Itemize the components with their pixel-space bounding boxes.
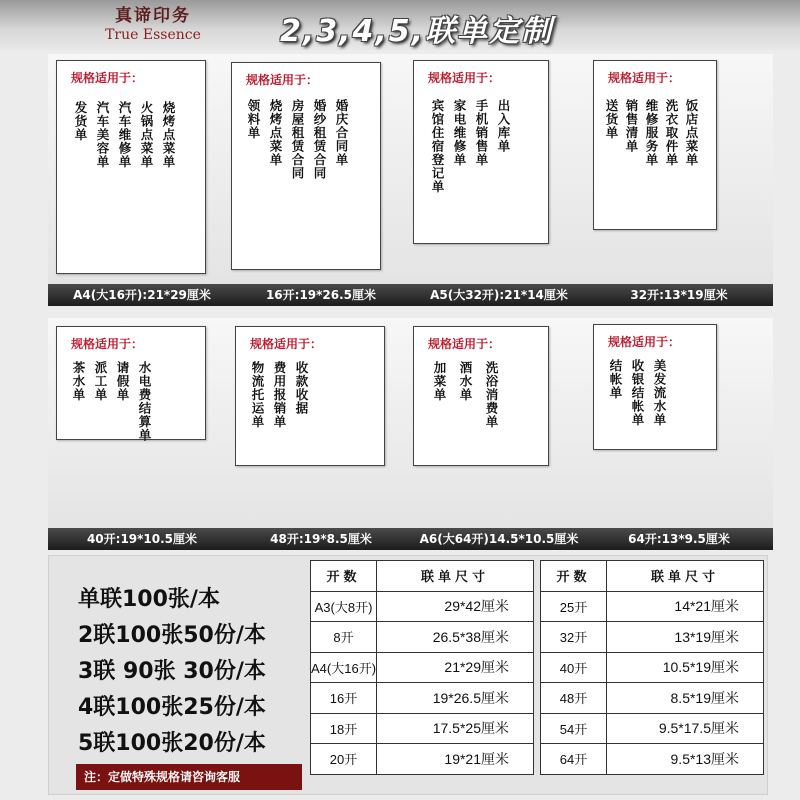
usage-item: 手机销售单 [474, 99, 489, 167]
usage-item: 宾馆住宿登记单 [430, 99, 445, 194]
dimension-cell: 26.5*38厘米 [377, 622, 534, 653]
size-table-left [310, 560, 534, 775]
dimension-cell: 19*21厘米 [377, 744, 534, 775]
usage-item: 费用报销单 [272, 361, 287, 429]
size-name-cell: 54开 [541, 713, 607, 744]
sheet-preview [231, 62, 381, 270]
usage-item: 汽车美容单 [95, 101, 110, 169]
usage-item: 领料单 [246, 99, 261, 140]
table-header-row [311, 561, 534, 592]
sheet-heading: 规格适用于： [608, 71, 681, 85]
size-name-cell: 32开 [541, 622, 607, 653]
sheet-preview [56, 60, 206, 274]
usage-item: 物流托运单 [250, 361, 265, 429]
copies-option: 5联100张20份/本 [78, 731, 266, 756]
spec-card-40k [48, 318, 236, 550]
size-name-cell: 25开 [541, 591, 607, 622]
table-header-row [541, 561, 764, 592]
usage-item: 洗衣取件单 [664, 99, 679, 167]
usage-item: 加菜单 [432, 361, 447, 402]
brand-logo [88, 6, 218, 46]
usage-item: 出入库单 [496, 99, 511, 153]
usage-item: 请假单 [115, 361, 130, 402]
dimension-cell: 14*21厘米 [607, 591, 764, 622]
usage-item: 烧烤点菜单 [161, 101, 176, 169]
table-row [541, 591, 764, 622]
copies-option: 4联100张25份/本 [78, 695, 266, 720]
copies-option: 3联 90张 30份/本 [78, 659, 266, 684]
dimension-cell: 13*19厘米 [607, 622, 764, 653]
size-caption: 64开:13*9.5厘米 [585, 528, 773, 550]
copies-option: 2联100张50份/本 [78, 623, 266, 648]
size-table-right [540, 560, 764, 775]
usage-item: 结帐单 [608, 359, 623, 400]
dimension-cell: 10.5*19厘米 [607, 652, 764, 683]
table-row [311, 713, 534, 744]
dimension-cell: 29*42厘米 [377, 591, 534, 622]
spec-card-32k [585, 54, 773, 306]
sheet-heading: 规格适用于： [428, 71, 501, 85]
usage-list [608, 359, 666, 427]
usage-item: 美发流水单 [652, 359, 667, 427]
size-caption: 16开:19*26.5厘米 [227, 284, 415, 306]
sheet-heading: 规格适用于： [71, 71, 144, 85]
dimension-cell: 9.5*13厘米 [607, 744, 764, 775]
usage-item: 水电费结算单 [137, 361, 152, 442]
size-name-cell: 18开 [311, 713, 377, 744]
usage-item: 派工单 [93, 361, 108, 402]
spec-card-a4 [48, 54, 236, 306]
header-cell: 开数 [541, 561, 607, 592]
sheet-preview [593, 324, 717, 450]
usage-item: 家电维修单 [452, 99, 467, 167]
sheet-preview [56, 326, 206, 440]
brand-name-en: True Essence [105, 27, 201, 43]
size-caption: 48开:19*8.5厘米 [227, 528, 415, 550]
table-row [311, 622, 534, 653]
table-row [311, 744, 534, 775]
size-name-cell: A4(大16开) [311, 652, 377, 683]
size-name-cell: 48开 [541, 683, 607, 714]
table-row [541, 683, 764, 714]
size-name-cell: A3(大8开) [311, 591, 377, 622]
sheet-preview [593, 60, 717, 230]
header-cell: 开数 [311, 561, 377, 592]
usage-list [250, 361, 308, 429]
usage-item: 火锅点菜单 [139, 101, 154, 169]
usage-list [73, 101, 175, 169]
header-cell: 联单尺寸 [607, 561, 764, 592]
spec-card-a5 [405, 54, 593, 306]
sheet-heading: 规格适用于： [428, 337, 501, 351]
spec-card-64k [585, 318, 773, 550]
sheet-heading: 规格适用于： [246, 73, 319, 87]
usage-list [71, 361, 151, 442]
table-row [311, 591, 534, 622]
usage-list [432, 361, 498, 429]
size-name-cell: 64开 [541, 744, 607, 775]
copies-option: 单联100张/本 [78, 587, 220, 612]
size-name-cell: 20开 [311, 744, 377, 775]
size-name-cell: 8开 [311, 622, 377, 653]
dimension-cell: 9.5*17.5厘米 [607, 713, 764, 744]
usage-item: 饭店点菜单 [684, 99, 699, 167]
page-title: 2,3,4,5,联单定制 [280, 14, 554, 49]
custom-size-note: 注：定做特殊规格请咨询客服 [76, 764, 302, 790]
sheet-preview [413, 326, 549, 466]
usage-item: 送货单 [604, 99, 619, 140]
table-row [311, 652, 534, 683]
usage-item: 茶水单 [71, 361, 86, 402]
dimension-cell: 17.5*25厘米 [377, 713, 534, 744]
size-caption: A5(大32开):21*14厘米 [405, 284, 593, 306]
table-row [541, 713, 764, 744]
sheet-heading: 规格适用于： [250, 337, 323, 351]
copies-list [78, 582, 266, 762]
usage-item: 发货单 [73, 101, 88, 142]
sheet-heading: 规格适用于： [608, 335, 681, 349]
page-header [0, 0, 800, 50]
dimension-cell: 19*26.5厘米 [377, 683, 534, 714]
table-row [311, 683, 534, 714]
usage-item: 婚庆合同单 [334, 99, 349, 167]
size-caption: A4(大16开):21*29厘米 [48, 284, 236, 306]
usage-item: 酒水单 [458, 361, 473, 402]
table-row [541, 744, 764, 775]
usage-item: 收款收据 [294, 361, 309, 415]
size-caption: 40开:19*10.5厘米 [48, 528, 236, 550]
size-name-cell: 40开 [541, 652, 607, 683]
usage-item: 销售清单 [624, 99, 639, 153]
spec-card-16k [227, 54, 415, 306]
brand-name-cn: 真谛印务 [115, 6, 191, 26]
size-name-cell: 16开 [311, 683, 377, 714]
usage-item: 维修服务单 [644, 99, 659, 167]
sheet-preview [235, 326, 385, 466]
usage-item: 收银结帐单 [630, 359, 645, 427]
usage-item: 房屋租赁合同 [290, 99, 305, 180]
usage-item: 婚纱租赁合同 [312, 99, 327, 180]
size-caption: A6(大64开)14.5*10.5厘米 [405, 528, 593, 550]
usage-list [430, 99, 510, 194]
spec-card-a6 [405, 318, 593, 550]
dimension-cell: 21*29厘米 [377, 652, 534, 683]
usage-item: 洗浴消费单 [484, 361, 499, 429]
header-cell: 联单尺寸 [377, 561, 534, 592]
table-row [541, 652, 764, 683]
usage-item: 汽车维修单 [117, 101, 132, 169]
usage-list [246, 99, 348, 180]
sheet-preview [413, 60, 549, 244]
dimension-cell: 8.5*19厘米 [607, 683, 764, 714]
usage-item: 烧烤点菜单 [268, 99, 283, 167]
sheet-heading: 规格适用于： [71, 337, 144, 351]
table-row [541, 622, 764, 653]
usage-list [604, 99, 698, 167]
size-caption: 32开:13*19厘米 [585, 284, 773, 306]
spec-card-48k [227, 318, 415, 550]
